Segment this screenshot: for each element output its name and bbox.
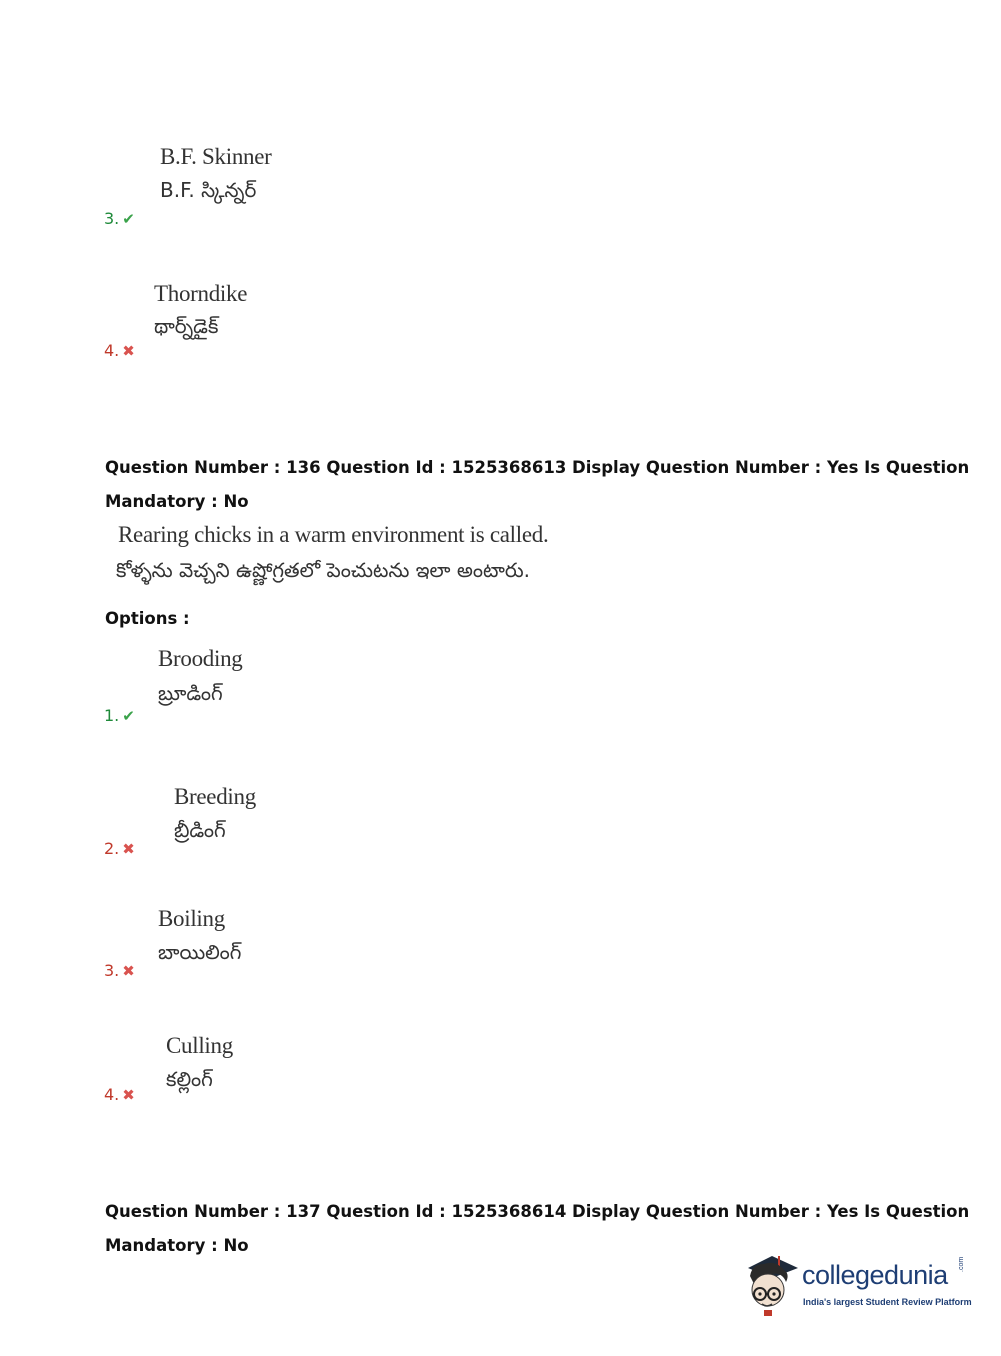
option-english-text: Boiling	[158, 906, 225, 931]
option-english-text: Brooding	[158, 646, 243, 671]
option-telugu-text: B.F. స్కిన్నర్	[160, 178, 257, 202]
check-icon: ✔	[122, 210, 135, 228]
option-telugu-text: కల్లింగ్	[166, 1067, 213, 1091]
logo-tagline: India's largest Student Review Platform	[803, 1297, 972, 1307]
question-header-mandatory: Mandatory : No	[105, 492, 249, 511]
option-telugu-text: బ్రీడింగ్	[174, 818, 226, 842]
check-icon: ✔	[122, 707, 135, 725]
option-number: 4. ✖	[104, 1085, 135, 1104]
logo-suffix: .com	[958, 1256, 965, 1272]
question-header-mandatory: Mandatory : No	[105, 1236, 249, 1255]
option-english-text: Thorndike	[154, 281, 248, 306]
option-english-text: B.F. Skinner	[160, 144, 272, 169]
logo-wordmark: collegedunia	[802, 1260, 948, 1290]
option-number: 3. ✖	[104, 961, 135, 980]
options-label: Options :	[105, 609, 190, 628]
question-header: Question Number : 136 Question Id : 1525368613 Display Question Number : Yes Is Question	[105, 458, 970, 477]
option-number: 2. ✖	[104, 839, 135, 858]
option-number: 4. ✖	[104, 341, 135, 360]
option-telugu-text: బ్రూడింగ్	[158, 681, 223, 705]
option-number: 1. ✔	[104, 706, 135, 725]
question-header: Question Number : 137 Question Id : 1525368614 Display Question Number : Yes Is Question	[105, 1202, 970, 1221]
mascot-icon	[742, 1250, 802, 1318]
option-number: 3. ✔	[104, 209, 135, 228]
cross-icon: ✖	[122, 840, 135, 858]
option-telugu-text: థార్న్‌డైక్	[154, 314, 219, 338]
question-text-telugu: కోళ్ళను వెచ్చని ఉష్ణోగ్రతలో పెంచుటను ఇలా అంటారు.	[116, 558, 530, 582]
question-text-english: Rearing chicks in a warm environment is called.	[118, 522, 549, 547]
cross-icon: ✖	[122, 1086, 135, 1104]
cross-icon: ✖	[122, 962, 135, 980]
option-english-text: Culling	[166, 1033, 233, 1058]
option-telugu-text: బాయిలింగ్	[158, 940, 242, 964]
collegedunia-logo[interactable]	[742, 1250, 972, 1320]
cross-icon: ✖	[122, 342, 135, 360]
option-english-text: Breeding	[174, 784, 256, 809]
